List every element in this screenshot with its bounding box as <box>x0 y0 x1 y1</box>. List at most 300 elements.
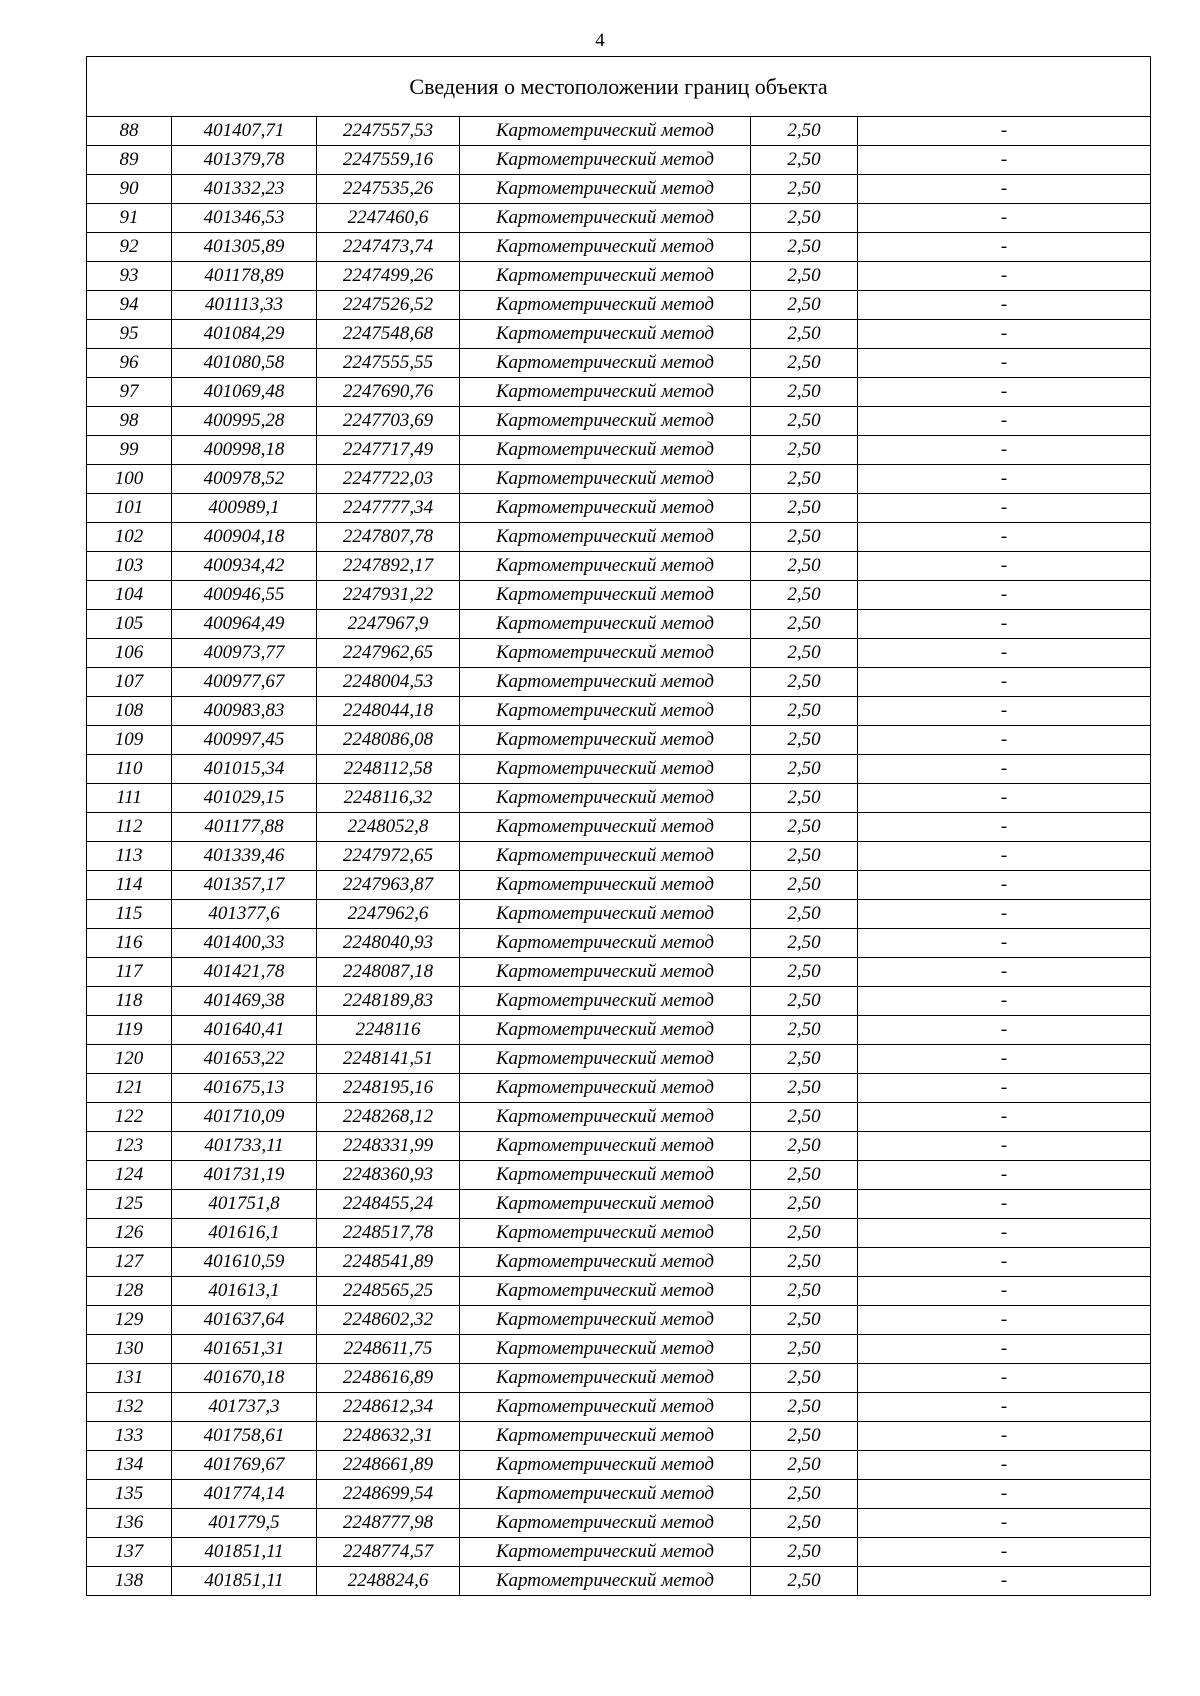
point-number-cell: 112 <box>87 813 172 842</box>
point-number-cell: 113 <box>87 842 172 871</box>
table-row <box>87 1074 1151 1103</box>
accuracy-cell: 2,50 <box>751 1509 858 1538</box>
y-coordinate-cell: 2248360,93 <box>317 1161 460 1190</box>
table-row <box>87 233 1151 262</box>
y-coordinate-cell: 2247559,16 <box>317 146 460 175</box>
table-row <box>87 1364 1151 1393</box>
x-coordinate-cell: 400964,49 <box>172 610 317 639</box>
description-cell: - <box>858 755 1151 784</box>
y-coordinate-cell: 2248189,83 <box>317 987 460 1016</box>
table-row <box>87 610 1151 639</box>
method-cell: Картометрический метод <box>460 668 751 697</box>
point-number-cell: 128 <box>87 1277 172 1306</box>
table-row <box>87 175 1151 204</box>
accuracy-cell: 2,50 <box>751 1451 858 1480</box>
method-cell: Картометрический метод <box>460 146 751 175</box>
accuracy-cell: 2,50 <box>751 900 858 929</box>
method-cell: Картометрический метод <box>460 494 751 523</box>
point-number-cell: 122 <box>87 1103 172 1132</box>
method-cell: Картометрический метод <box>460 378 751 407</box>
point-number-cell: 92 <box>87 233 172 262</box>
x-coordinate-cell: 400978,52 <box>172 465 317 494</box>
method-cell: Картометрический метод <box>460 813 751 842</box>
y-coordinate-cell: 2247963,87 <box>317 871 460 900</box>
description-cell: - <box>858 668 1151 697</box>
y-coordinate-cell: 2247557,53 <box>317 117 460 146</box>
y-coordinate-cell: 2247777,34 <box>317 494 460 523</box>
method-cell: Картометрический метод <box>460 552 751 581</box>
point-number-cell: 93 <box>87 262 172 291</box>
description-cell: - <box>858 1277 1151 1306</box>
description-cell: - <box>858 1364 1151 1393</box>
point-number-cell: 90 <box>87 175 172 204</box>
accuracy-cell: 2,50 <box>751 726 858 755</box>
accuracy-cell: 2,50 <box>751 1277 858 1306</box>
table-row <box>87 1451 1151 1480</box>
x-coordinate-cell: 400946,55 <box>172 581 317 610</box>
x-coordinate-cell: 401613,1 <box>172 1277 317 1306</box>
description-cell: - <box>858 1509 1151 1538</box>
method-cell: Картометрический метод <box>460 291 751 320</box>
y-coordinate-cell: 2247892,17 <box>317 552 460 581</box>
y-coordinate-cell: 2248331,99 <box>317 1132 460 1161</box>
point-number-cell: 118 <box>87 987 172 1016</box>
x-coordinate-cell: 401769,67 <box>172 1451 317 1480</box>
description-cell: - <box>858 523 1151 552</box>
x-coordinate-cell: 401851,11 <box>172 1538 317 1567</box>
x-coordinate-cell: 401421,78 <box>172 958 317 987</box>
y-coordinate-cell: 2248195,16 <box>317 1074 460 1103</box>
description-cell: - <box>858 1074 1151 1103</box>
description-cell: - <box>858 262 1151 291</box>
y-coordinate-cell: 2247535,26 <box>317 175 460 204</box>
point-number-cell: 134 <box>87 1451 172 1480</box>
method-cell: Картометрический метод <box>460 1248 751 1277</box>
accuracy-cell: 2,50 <box>751 639 858 668</box>
table-row <box>87 842 1151 871</box>
point-number-cell: 121 <box>87 1074 172 1103</box>
x-coordinate-cell: 400983,83 <box>172 697 317 726</box>
table-row <box>87 697 1151 726</box>
point-number-cell: 119 <box>87 1016 172 1045</box>
x-coordinate-cell: 401113,33 <box>172 291 317 320</box>
method-cell: Картометрический метод <box>460 1451 751 1480</box>
method-cell: Картометрический метод <box>460 987 751 1016</box>
table-row <box>87 436 1151 465</box>
y-coordinate-cell: 2247548,68 <box>317 320 460 349</box>
y-coordinate-cell: 2248541,89 <box>317 1248 460 1277</box>
method-cell: Картометрический метод <box>460 958 751 987</box>
point-number-cell: 107 <box>87 668 172 697</box>
description-cell: - <box>858 784 1151 813</box>
method-cell: Картометрический метод <box>460 726 751 755</box>
y-coordinate-cell: 2248004,53 <box>317 668 460 697</box>
table-row <box>87 117 1151 146</box>
y-coordinate-cell: 2248612,34 <box>317 1393 460 1422</box>
table-row <box>87 1306 1151 1335</box>
table-row <box>87 871 1151 900</box>
x-coordinate-cell: 400977,67 <box>172 668 317 697</box>
method-cell: Картометрический метод <box>460 1277 751 1306</box>
y-coordinate-cell: 2247526,52 <box>317 291 460 320</box>
method-cell: Картометрический метод <box>460 465 751 494</box>
table-row <box>87 1103 1151 1132</box>
y-coordinate-cell: 2248824,6 <box>317 1567 460 1596</box>
method-cell: Картометрический метод <box>460 117 751 146</box>
description-cell: - <box>858 929 1151 958</box>
x-coordinate-cell: 401346,53 <box>172 204 317 233</box>
point-number-cell: 130 <box>87 1335 172 1364</box>
table-row <box>87 958 1151 987</box>
accuracy-cell: 2,50 <box>751 1074 858 1103</box>
x-coordinate-cell: 401733,11 <box>172 1132 317 1161</box>
table-row <box>87 1016 1151 1045</box>
description-cell: - <box>858 697 1151 726</box>
x-coordinate-cell: 401653,22 <box>172 1045 317 1074</box>
point-number-cell: 132 <box>87 1393 172 1422</box>
table-row <box>87 523 1151 552</box>
table-row <box>87 320 1151 349</box>
point-number-cell: 109 <box>87 726 172 755</box>
description-cell: - <box>858 175 1151 204</box>
method-cell: Картометрический метод <box>460 1509 751 1538</box>
point-number-cell: 99 <box>87 436 172 465</box>
method-cell: Картометрический метод <box>460 1190 751 1219</box>
method-cell: Картометрический метод <box>460 871 751 900</box>
method-cell: Картометрический метод <box>460 697 751 726</box>
table-row <box>87 784 1151 813</box>
y-coordinate-cell: 2247807,78 <box>317 523 460 552</box>
x-coordinate-cell: 401400,33 <box>172 929 317 958</box>
accuracy-cell: 2,50 <box>751 523 858 552</box>
x-coordinate-cell: 401015,34 <box>172 755 317 784</box>
accuracy-cell: 2,50 <box>751 436 858 465</box>
y-coordinate-cell: 2248455,24 <box>317 1190 460 1219</box>
accuracy-cell: 2,50 <box>751 958 858 987</box>
description-cell: - <box>858 436 1151 465</box>
table-row <box>87 726 1151 755</box>
method-cell: Картометрический метод <box>460 900 751 929</box>
x-coordinate-cell: 401774,14 <box>172 1480 317 1509</box>
y-coordinate-cell: 2248116 <box>317 1016 460 1045</box>
x-coordinate-cell: 401069,48 <box>172 378 317 407</box>
accuracy-cell: 2,50 <box>751 1045 858 1074</box>
x-coordinate-cell: 401710,09 <box>172 1103 317 1132</box>
accuracy-cell: 2,50 <box>751 987 858 1016</box>
accuracy-cell: 2,50 <box>751 1393 858 1422</box>
method-cell: Картометрический метод <box>460 639 751 668</box>
table-row <box>87 204 1151 233</box>
point-number-cell: 125 <box>87 1190 172 1219</box>
accuracy-cell: 2,50 <box>751 552 858 581</box>
y-coordinate-cell: 2247722,03 <box>317 465 460 494</box>
description-cell: - <box>858 1190 1151 1219</box>
y-coordinate-cell: 2248699,54 <box>317 1480 460 1509</box>
y-coordinate-cell: 2248774,57 <box>317 1538 460 1567</box>
accuracy-cell: 2,50 <box>751 320 858 349</box>
table-row <box>87 900 1151 929</box>
y-coordinate-cell: 2248268,12 <box>317 1103 460 1132</box>
accuracy-cell: 2,50 <box>751 204 858 233</box>
method-cell: Картометрический метод <box>460 1306 751 1335</box>
y-coordinate-cell: 2248661,89 <box>317 1451 460 1480</box>
method-cell: Картометрический метод <box>460 233 751 262</box>
point-number-cell: 101 <box>87 494 172 523</box>
description-cell: - <box>858 1103 1151 1132</box>
boundary-table <box>86 56 1151 1596</box>
description-cell: - <box>858 146 1151 175</box>
description-cell: - <box>858 1161 1151 1190</box>
x-coordinate-cell: 401177,88 <box>172 813 317 842</box>
method-cell: Картометрический метод <box>460 523 751 552</box>
table-row <box>87 1277 1151 1306</box>
method-cell: Картометрический метод <box>460 1161 751 1190</box>
accuracy-cell: 2,50 <box>751 1016 858 1045</box>
y-coordinate-cell: 2248565,25 <box>317 1277 460 1306</box>
table-row <box>87 291 1151 320</box>
accuracy-cell: 2,50 <box>751 755 858 784</box>
description-cell: - <box>858 1335 1151 1364</box>
table-row <box>87 813 1151 842</box>
table-row <box>87 407 1151 436</box>
y-coordinate-cell: 2248611,75 <box>317 1335 460 1364</box>
point-number-cell: 89 <box>87 146 172 175</box>
description-cell: - <box>858 610 1151 639</box>
point-number-cell: 98 <box>87 407 172 436</box>
method-cell: Картометрический метод <box>460 755 751 784</box>
table-row <box>87 1219 1151 1248</box>
point-number-cell: 124 <box>87 1161 172 1190</box>
accuracy-cell: 2,50 <box>751 1364 858 1393</box>
point-number-cell: 106 <box>87 639 172 668</box>
y-coordinate-cell: 2247931,22 <box>317 581 460 610</box>
x-coordinate-cell: 401637,64 <box>172 1306 317 1335</box>
method-cell: Картометрический метод <box>460 1393 751 1422</box>
accuracy-cell: 2,50 <box>751 378 858 407</box>
table-row <box>87 349 1151 378</box>
x-coordinate-cell: 401469,38 <box>172 987 317 1016</box>
description-cell: - <box>858 233 1151 262</box>
x-coordinate-cell: 400973,77 <box>172 639 317 668</box>
y-coordinate-cell: 2247962,6 <box>317 900 460 929</box>
x-coordinate-cell: 401407,71 <box>172 117 317 146</box>
description-cell: - <box>858 1132 1151 1161</box>
description-cell: - <box>858 581 1151 610</box>
x-coordinate-cell: 400997,45 <box>172 726 317 755</box>
x-coordinate-cell: 401640,41 <box>172 1016 317 1045</box>
x-coordinate-cell: 401332,23 <box>172 175 317 204</box>
point-number-cell: 111 <box>87 784 172 813</box>
method-cell: Картометрический метод <box>460 407 751 436</box>
point-number-cell: 105 <box>87 610 172 639</box>
method-cell: Картометрический метод <box>460 349 751 378</box>
description-cell: - <box>858 1219 1151 1248</box>
description-cell: - <box>858 987 1151 1016</box>
x-coordinate-cell: 401851,11 <box>172 1567 317 1596</box>
description-cell: - <box>858 1538 1151 1567</box>
x-coordinate-cell: 400998,18 <box>172 436 317 465</box>
accuracy-cell: 2,50 <box>751 1306 858 1335</box>
y-coordinate-cell: 2247967,9 <box>317 610 460 639</box>
accuracy-cell: 2,50 <box>751 291 858 320</box>
table-row <box>87 1335 1151 1364</box>
y-coordinate-cell: 2248602,32 <box>317 1306 460 1335</box>
point-number-cell: 115 <box>87 900 172 929</box>
accuracy-cell: 2,50 <box>751 146 858 175</box>
point-number-cell: 135 <box>87 1480 172 1509</box>
method-cell: Картометрический метод <box>460 929 751 958</box>
x-coordinate-cell: 401029,15 <box>172 784 317 813</box>
description-cell: - <box>858 726 1151 755</box>
y-coordinate-cell: 2247972,65 <box>317 842 460 871</box>
table-row <box>87 465 1151 494</box>
point-number-cell: 114 <box>87 871 172 900</box>
accuracy-cell: 2,50 <box>751 1422 858 1451</box>
x-coordinate-cell: 401670,18 <box>172 1364 317 1393</box>
point-number-cell: 129 <box>87 1306 172 1335</box>
accuracy-cell: 2,50 <box>751 349 858 378</box>
description-cell: - <box>858 1248 1151 1277</box>
y-coordinate-cell: 2247555,55 <box>317 349 460 378</box>
table-row <box>87 1132 1151 1161</box>
point-number-cell: 120 <box>87 1045 172 1074</box>
point-number-cell: 133 <box>87 1422 172 1451</box>
description-cell: - <box>858 552 1151 581</box>
description-cell: - <box>858 900 1151 929</box>
method-cell: Картометрический метод <box>460 262 751 291</box>
method-cell: Картометрический метод <box>460 1422 751 1451</box>
y-coordinate-cell: 2248116,32 <box>317 784 460 813</box>
accuracy-cell: 2,50 <box>751 581 858 610</box>
point-number-cell: 91 <box>87 204 172 233</box>
y-coordinate-cell: 2248777,98 <box>317 1509 460 1538</box>
table-row <box>87 1190 1151 1219</box>
x-coordinate-cell: 400934,42 <box>172 552 317 581</box>
table-row <box>87 1161 1151 1190</box>
y-coordinate-cell: 2248517,78 <box>317 1219 460 1248</box>
x-coordinate-cell: 401339,46 <box>172 842 317 871</box>
table-row <box>87 987 1151 1016</box>
method-cell: Картометрический метод <box>460 1132 751 1161</box>
y-coordinate-cell: 2248086,08 <box>317 726 460 755</box>
accuracy-cell: 2,50 <box>751 784 858 813</box>
table-row <box>87 668 1151 697</box>
accuracy-cell: 2,50 <box>751 117 858 146</box>
table-row <box>87 1248 1151 1277</box>
x-coordinate-cell: 401731,19 <box>172 1161 317 1190</box>
x-coordinate-cell: 401610,59 <box>172 1248 317 1277</box>
table-row <box>87 262 1151 291</box>
description-cell: - <box>858 291 1151 320</box>
point-number-cell: 96 <box>87 349 172 378</box>
point-number-cell: 103 <box>87 552 172 581</box>
description-cell: - <box>858 1306 1151 1335</box>
point-number-cell: 138 <box>87 1567 172 1596</box>
x-coordinate-cell: 401178,89 <box>172 262 317 291</box>
description-cell: - <box>858 494 1151 523</box>
point-number-cell: 126 <box>87 1219 172 1248</box>
y-coordinate-cell: 2248052,8 <box>317 813 460 842</box>
method-cell: Картометрический метод <box>460 436 751 465</box>
method-cell: Картометрический метод <box>460 842 751 871</box>
point-number-cell: 104 <box>87 581 172 610</box>
description-cell: - <box>858 639 1151 668</box>
x-coordinate-cell: 401080,58 <box>172 349 317 378</box>
y-coordinate-cell: 2247499,26 <box>317 262 460 291</box>
table-row <box>87 146 1151 175</box>
method-cell: Картометрический метод <box>460 1364 751 1393</box>
point-number-cell: 137 <box>87 1538 172 1567</box>
table-row <box>87 1480 1151 1509</box>
table-row <box>87 1045 1151 1074</box>
description-cell: - <box>858 813 1151 842</box>
accuracy-cell: 2,50 <box>751 1190 858 1219</box>
point-number-cell: 123 <box>87 1132 172 1161</box>
method-cell: Картометрический метод <box>460 1074 751 1103</box>
x-coordinate-cell: 401357,17 <box>172 871 317 900</box>
point-number-cell: 100 <box>87 465 172 494</box>
table-row <box>87 1509 1151 1538</box>
description-cell: - <box>858 320 1151 349</box>
table-row <box>87 378 1151 407</box>
y-coordinate-cell: 2247703,69 <box>317 407 460 436</box>
description-cell: - <box>858 958 1151 987</box>
table-title: Сведения о местоположении границ объекта <box>87 57 1151 117</box>
method-cell: Картометрический метод <box>460 1538 751 1567</box>
y-coordinate-cell: 2247473,74 <box>317 233 460 262</box>
point-number-cell: 97 <box>87 378 172 407</box>
y-coordinate-cell: 2247460,6 <box>317 204 460 233</box>
x-coordinate-cell: 400989,1 <box>172 494 317 523</box>
accuracy-cell: 2,50 <box>751 1219 858 1248</box>
method-cell: Картометрический метод <box>460 1045 751 1074</box>
point-number-cell: 117 <box>87 958 172 987</box>
x-coordinate-cell: 401379,78 <box>172 146 317 175</box>
point-number-cell: 116 <box>87 929 172 958</box>
accuracy-cell: 2,50 <box>751 668 858 697</box>
description-cell: - <box>858 1451 1151 1480</box>
description-cell: - <box>858 1393 1151 1422</box>
description-cell: - <box>858 1045 1151 1074</box>
x-coordinate-cell: 401305,89 <box>172 233 317 262</box>
point-number-cell: 108 <box>87 697 172 726</box>
accuracy-cell: 2,50 <box>751 1132 858 1161</box>
accuracy-cell: 2,50 <box>751 929 858 958</box>
accuracy-cell: 2,50 <box>751 233 858 262</box>
method-cell: Картометрический метод <box>460 610 751 639</box>
point-number-cell: 102 <box>87 523 172 552</box>
description-cell: - <box>858 1567 1151 1596</box>
accuracy-cell: 2,50 <box>751 1335 858 1364</box>
y-coordinate-cell: 2248141,51 <box>317 1045 460 1074</box>
table-row <box>87 1538 1151 1567</box>
point-number-cell: 95 <box>87 320 172 349</box>
y-coordinate-cell: 2248112,58 <box>317 755 460 784</box>
page-number: 4 <box>595 30 605 51</box>
description-cell: - <box>858 1422 1151 1451</box>
description-cell: - <box>858 1480 1151 1509</box>
accuracy-cell: 2,50 <box>751 697 858 726</box>
method-cell: Картометрический метод <box>460 204 751 233</box>
x-coordinate-cell: 401616,1 <box>172 1219 317 1248</box>
y-coordinate-cell: 2247717,49 <box>317 436 460 465</box>
method-cell: Картометрический метод <box>460 1335 751 1364</box>
method-cell: Картометрический метод <box>460 1567 751 1596</box>
table-row <box>87 929 1151 958</box>
description-cell: - <box>858 204 1151 233</box>
method-cell: Картометрический метод <box>460 1103 751 1132</box>
x-coordinate-cell: 401675,13 <box>172 1074 317 1103</box>
